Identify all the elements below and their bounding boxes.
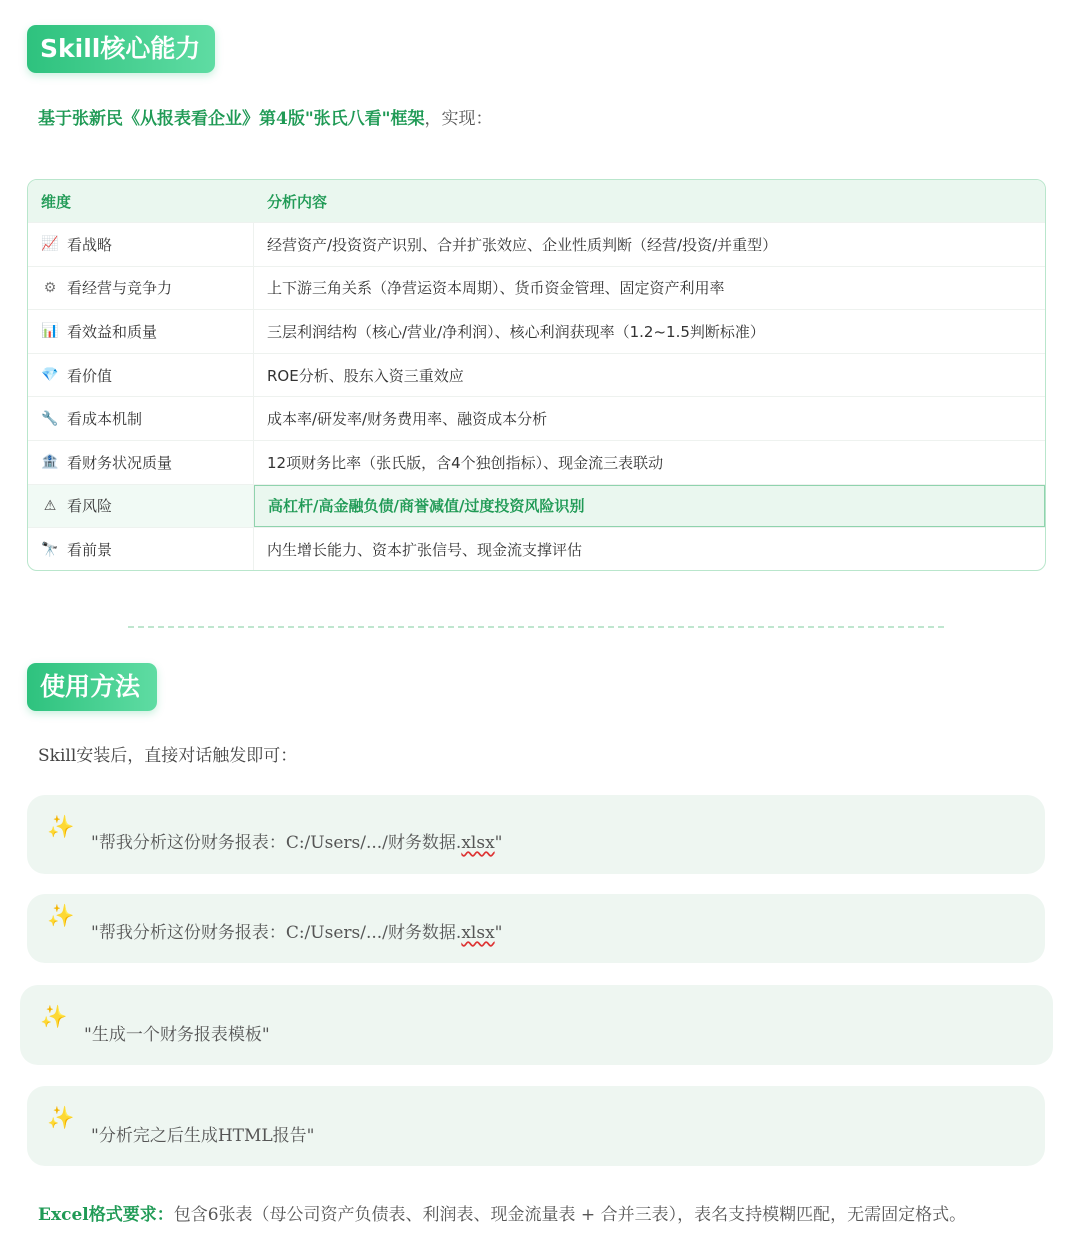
example-prompt-card[interactable] (20, 985, 1053, 1065)
table-row (28, 441, 1045, 485)
table-row (28, 267, 1045, 311)
example-prompt-text: "生成一个财务报表模板" (84, 1025, 270, 1045)
table-row (28, 397, 1045, 441)
sparkles-icon: ✨ (47, 904, 75, 929)
footer-label: Excel格式要求： (38, 1205, 174, 1225)
core-skills-intro (38, 104, 493, 129)
capability-table (27, 179, 1046, 571)
intro-rest: ，实现： (424, 109, 493, 129)
section-badge-core-skills: Skill核心能力 (27, 25, 215, 73)
intro-highlight: 基于张新民《从报表看企业》第4版"张氏八看"框架 (38, 109, 425, 129)
table-row (28, 354, 1045, 398)
example-prompt-card[interactable] (27, 795, 1045, 874)
file-extension: xlsx (461, 833, 495, 853)
file-extension: xlsx (461, 923, 495, 943)
dimension-label: 看前景 (67, 541, 113, 560)
table-row-risk (28, 485, 1045, 529)
sparkles-icon: ✨ (40, 1005, 68, 1030)
warning-icon: ⚠ (43, 497, 57, 514)
table-row (28, 223, 1045, 267)
example-prompt-text: "帮我分析这份财务报表：C:/Users/.../财务数据.xlsx" (91, 833, 503, 853)
telescope-icon: 🔭 (41, 541, 59, 558)
content-cell: 内生增长能力、资本扩张信号、现金流支撑评估 (267, 541, 583, 560)
gear-icon: ⚙ (43, 279, 57, 296)
dimension-label: 看价值 (67, 366, 113, 385)
dimension-label: 看成本机制 (67, 410, 143, 429)
header-dimension: 维度 (41, 192, 72, 211)
content-cell: 成本率/研发率/财务费用率、融资成本分析 (267, 410, 548, 429)
wrench-icon: 🔧 (41, 410, 59, 427)
table-row (28, 310, 1045, 354)
diamond-icon: 💎 (41, 367, 59, 384)
section-divider (128, 626, 944, 628)
content-cell-highlighted: 高杠杆/高金融负债/商誉减值/过度投资风险识别 (254, 485, 1045, 528)
dimension-label: 看财务状况质量 (67, 453, 173, 472)
table-header-row (28, 180, 1045, 223)
excel-format-requirements (38, 1196, 1048, 1234)
header-content: 分析内容 (267, 192, 328, 211)
section-badge-usage: 使用方法 (27, 663, 157, 711)
example-prompt-card[interactable] (27, 1086, 1045, 1166)
usage-intro: Skill安装后，直接对话触发即可： (38, 746, 298, 766)
example-prompt-card[interactable] (27, 894, 1045, 963)
dimension-label: 看效益和质量 (67, 322, 158, 341)
content-cell: 上下游三角关系（净营运资本周期）、货币资金管理、固定资产利用率 (267, 279, 725, 298)
footer-text: 包含6张表（母公司资产负债表、利润表、现金流量表 + 合并三表），表名支持模糊匹配，无需固定格式。 (173, 1205, 967, 1225)
content-cell: ROE分析、股东入资三重效应 (267, 366, 464, 385)
sparkles-icon: ✨ (47, 1106, 75, 1131)
dimension-label: 看风险 (67, 497, 113, 516)
table-row (28, 528, 1045, 571)
strategy-chart-icon: 📈 (41, 236, 59, 253)
content-cell: 经营资产/投资资产识别、合并扩张效应、企业性质判断（经营/投资/并重型） (267, 235, 778, 254)
example-prompt-text: "帮我分析这份财务报表：C:/Users/.../财务数据.xlsx" (91, 923, 503, 943)
sparkles-icon: ✨ (47, 815, 75, 840)
bar-chart-icon: 📊 (41, 323, 59, 340)
content-cell: 三层利润结构（核心/营业/净利润）、核心利润获现率（1.2~1.5判断标准） (267, 322, 765, 341)
dimension-label: 看战略 (67, 235, 113, 254)
dimension-label: 看经营与竞争力 (67, 279, 173, 298)
example-prompt-text: "分析完之后生成HTML报告" (91, 1126, 315, 1146)
content-cell: 12项财务比率（张氏版，含4个独创指标）、现金流三表联动 (267, 453, 664, 472)
bank-icon: 🏦 (41, 454, 59, 471)
